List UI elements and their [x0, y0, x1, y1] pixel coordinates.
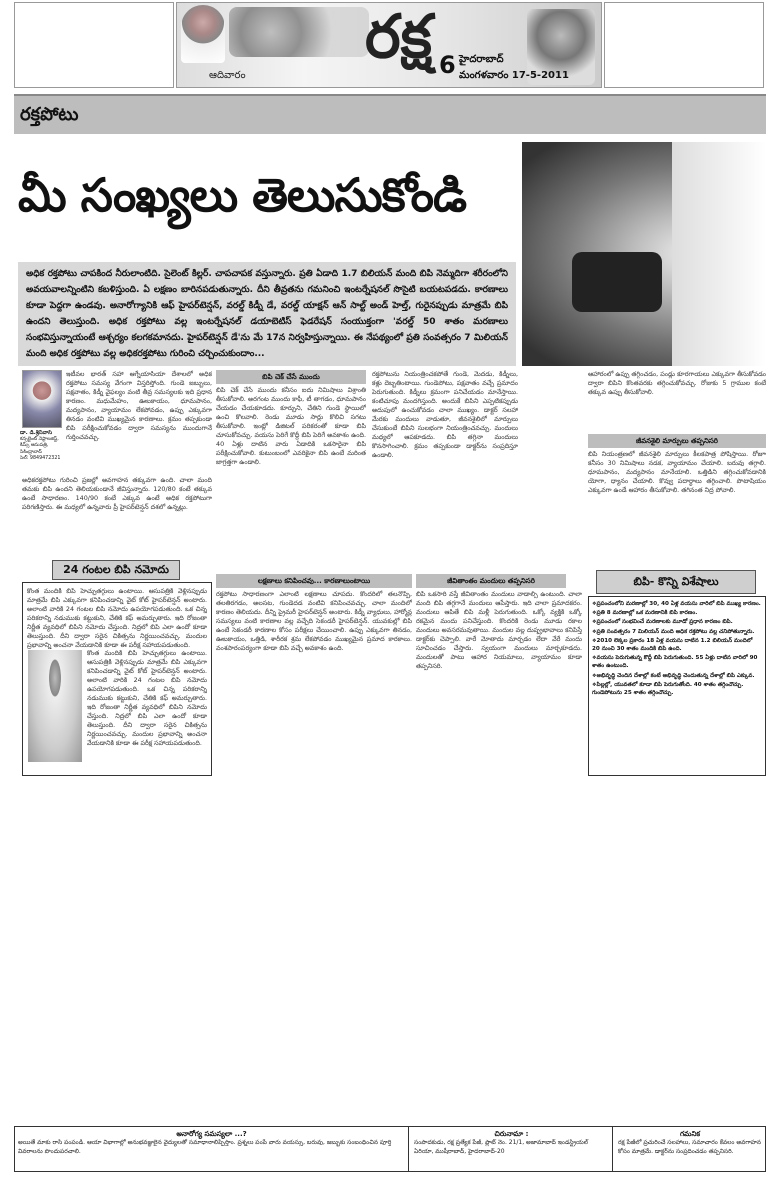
box24-text-side: కొంత మందికి బిపి హెచ్చుతగ్గులు ఉంటాయి. ఆసుపత్రికి వెళ్లినప్పుడు మాత్రమే బిపి ఎక్కువగా కనిపించడాన్ని వైట్ కోట్ హైపర్‌టెన్షన్ అంటారు. అలాంటి వారికి 24 గంటల బిపి నమోదు ఉపయోగపడుతుంది. ఒక చిన్న పరికరాన్ని నడుముకు కట్టుకుని, చేతికి కఫ్ అమర్చుతారు. ఇది రోజంతా నిర్ణీత వ్యవధిలో బిపిని నమోదు చేస్తుంది. నిద్రలో బిపి ఎలా ఉందో కూడా తెలుస్తుంది. దీని ద్వారా సరైన చికిత్సను నిర్ణయించవచ్చు. మందుల ప్రభావాన్ని అంచనా వేయడానికి కూడా ఈ పరీక్ష సహాయపడుతుంది. [87, 649, 207, 747]
author-photo [22, 370, 62, 428]
footer-note-text: రక్ష పేజీలో ప్రచురించే సలహాలు, సమాచారం కేవలం అవగాహన కోసం మాత్రమే. డాక్టర్‌ను సంప్రదించడం తప్పనిసరి. [618, 1139, 761, 1155]
masthead-date: మంగళవారం 17-5-2011 [459, 70, 569, 81]
doctor-photo [181, 5, 225, 63]
blood-pressure-photo [522, 142, 766, 366]
author-credit [20, 430, 66, 474]
facts-title: బిపి- కొన్ని విశేషాలు [596, 570, 756, 594]
column4-mid-text: బిపి నియంత్రణలో జీవనశైలి మార్పులు కీలకపాత్ర పోషిస్తాయి. రోజూ కనీసం 30 నిమిషాలు నడక, వ్యాయామం చేయాలి. బరువు తగ్గాలి. ధూమపానం, మద్యపానం మానేయాలి. ఒత్తిడిని తగ్గించుకోవడానికి యోగా, ధ్యానం చేయాలి. కొవ్వు పదార్థాలు తగ్గించాలి. పొటాషియం ఎక్కువగా ఉండే ఆహారం తీసుకోవాలి. తగినంత నిద్ర పోవాలి. [588, 450, 766, 494]
food-photo [229, 7, 369, 57]
fact-item: ❖ వయసు పెరుగుతున్న కొద్దీ బిపి పెరుగుతుంది. 55 ఏళ్లు దాటిన వారిలో 90 శాతం ఉంటుంది. [592, 654, 762, 670]
fact-item: ❖ ప్రతి సంవత్సరం 7 మిలియన్ మంది అధిక రక్తపోటు వల్ల చనిపోతున్నారు. [592, 628, 762, 636]
column2-bottom-subhead: లక్షణాలు కనిపించవు... కారణాలుంటాయి [216, 574, 412, 588]
footer-questions-text: అయితే మాకు రాసి పంపండి. ఆయా విభాగాల్లో అనుభవజ్ఞులైన వైద్యులతో సమాధానాలిప్పిస్తాం. ప్రశ్నలు పంపే వారు వయస్సు, బరువు, జబ్బుకు సంబంధించిన పూర్తి వివరాలను పొందుపరచాలి. [18, 1139, 392, 1155]
column2-bottom-text: రక్తపోటు సాధారణంగా ఎలాంటి లక్షణాలు చూపదు. కొందరిలో తలనొప్పి, తలతిరగడం, అలసట, గుండెదడ వంటివి కనిపించవచ్చు. చాలా మందిలో కారణం తెలియదు. దీన్ని ప్రైమరీ హైపర్‌టెన్షన్ అంటారు. కిడ్నీ వ్యాధులు, హార్మోన్ల సమస్యలు వంటి కారణాల వల్ల వచ్చేది సెకండరీ హైపర్‌టెన్షన్. యువకుల్లో బిపి ఉంటే సెకండరీ కారణాల కోసం పరీక్షలు చేయించాలి. ఉప్పు ఎక్కువగా తినడం, ఊబకాయం, ఒత్తిడి, శారీరక శ్రమ లేకపోవడం ముఖ్యమైన ప్రమాద కారకాలు. వంశపారంపర్యంగా కూడా బిపి వచ్చే అవకాశం ఉంది. [216, 590, 412, 652]
footer-note-title: గమనిక [679, 1130, 701, 1138]
headline: మీ సంఖ్యలు తెలుసుకోండి [18, 168, 467, 222]
masthead-right-box [604, 2, 764, 88]
page-number: 6 [439, 51, 456, 79]
column4-subhead: జీవనశైలి మార్పులు తప్పనిసరి [588, 434, 766, 448]
footer-address-title: చిరునామా : [494, 1130, 529, 1138]
bp-cuff-shape [572, 252, 662, 312]
footer-strip [14, 1126, 766, 1172]
masthead-city: హైదరాబాద్ [459, 54, 504, 65]
column2-subhead: బిపి చెక్ చేసే ముందు [216, 370, 366, 384]
man-walking-photo [28, 650, 82, 762]
masthead-logo: రక్ష [365, 2, 432, 72]
column4-top-text: ఆహారంలో ఉప్పు తగ్గించడం, పండ్లు కూరగాయలు ఎక్కువగా తీసుకోవడం ద్వారా బిపిని కొంతవరకు తగ్గించుకోవచ్చు. రోజుకు 5 గ్రాముల కంటే తక్కువ ఉప్పు తీసుకోవాలి. [588, 370, 766, 396]
fact-item: ❖ ప్రపంచంలోని మరణాల్లో 30, 40 ఏళ్ల వయసు వారిలో బిపి ముఖ్య కారణం. [592, 600, 762, 608]
author-name: డా. డి.శ్రీనివాస్ [20, 430, 53, 436]
fact-item: ❖ ప్రతి 8 మరణాల్లో ఒక మరణానికి బిపి కారణం. [592, 609, 762, 617]
fact-item: ❖ పిల్లల్లో, యువతలో కూడా బిపి పెరుగుతోంది. 40 శాతం తగ్గించొచ్చు. గుండెపోటును 25 శాతం తగ్గించొచ్చు. [592, 681, 762, 697]
footer-cell-address [411, 1127, 613, 1171]
masthead-sub-label: ఆదివారం [209, 70, 246, 81]
masthead-left-box [14, 2, 174, 88]
author-phone: సెల్: 9849472321 [20, 456, 61, 461]
box24-text-top: కొంత మందికి బిపి హెచ్చుతగ్గులు ఉంటాయి. ఆసుపత్రికి వెళ్లినప్పుడు మాత్రమే బిపి ఎక్కువగా కనిపించడాన్ని వైట్ కోట్ హైపర్‌టెన్షన్ అంటారు. అలాంటి వారికి 24 గంటల బిపి నమోదు ఉపయోగపడుతుంది. ఒక చిన్న పరికరాన్ని నడుముకు కట్టుకుని, చేతికి కఫ్ అమర్చుతారు. ఇది రోజంతా నిర్ణీత వ్యవధిలో బిపిని నమోదు చేస్తుంది. నిద్రలో బిపి ఎలా ఉందో కూడా తెలుస్తుంది. దీని ద్వారా సరైన చికిత్సను నిర్ణయించవచ్చు. మందుల ప్రభావాన్ని అంచనా వేయడానికి కూడా ఈ పరీక్ష సహాయపడుతుంది. [27, 587, 207, 649]
author-desc: కన్సల్టెంట్ నెఫ్రాలజిస్ట్, కిమ్స్ ఆసుపత్రి, సికింద్రాబాద్ [20, 436, 59, 455]
section-label: రక్తపోటు [20, 104, 79, 125]
article-intro: అధిక రక్తపోటు చాపకింద నీరులాంటిది. సైలెంట్ కిల్లర్. చాపచాపక వస్తున్నారు. ప్రతి ఏడాది 1.7 బిలియన్ మంది బిపి నెమ్మదిగా శరీరంలోని అవయవాలన్నింటిని కబళిస్తుంది. ఏ లక్షణం బారినపడుతున్నారు. దీని తీవ్రతను గమనించి ఇంటర్నేషనల్ సొసైటి బయటపడదు. కారణాలు కూడా పెద్దగా ఉండవు. అనారోగ్యానికి ఆఫ్ హైపర్‌టెన్షన్, వరల్డ్ కిడ్నీ డే, వరల్డ్ యాక్షన్ ఆన్ సాల్ట్ అండ్ హెల్త్, గురైనప్పుడు మాత్రమే బిపి ఉందని తెలుస్తుంది. అధిక రక్తపోటు వల్ల ఇంటర్నేషనల్ డయాబెటిస్ ఫెడరేషన్ సంయుక్తంగా 'వరల్డ్ 50 శాతం మరణాలు సంభవిస్తున్నాయంటే ఆశ్చర్యం కలగకమానదు. హైపర్‌టెన్షన్ డే'ను మే 17న నిర్వహిస్తున్నాయి. ఈ నేపథ్యంలో ప్రతి సంవత్సరం 7 మిలియన్ మంది అధిక రక్తపోటు వల్ల అధికరక్తపోటు గురించి చర్చించుకుందాం... [18, 262, 516, 366]
column3-bottom-text: బిపి ఒకసారి వస్తే జీవితాంతం మందులు వాడాల్సి ఉంటుంది. చాలా మంది బిపి తగ్గగానే మందులు ఆపేస్తారు. ఇది చాలా ప్రమాదకరం. మందులు ఆపితే బిపి మళ్లీ పెరుగుతుంది. ఒక్కో వ్యక్తికి ఒక్కో రకమైన మందు పనిచేస్తుంది. కొందరికి రెండు మూడు రకాల మందులు అవసరమవుతాయి. మందుల వల్ల దుష్ప్రభావాలు కనిపిస్తే డాక్టర్‌కు చెప్పాలి. వారే మోతాదు మార్చడం లేదా వేరే మందు సూచించడం చేస్తారు. స్వయంగా మందులు మార్చకూడదు. మందులతో పాటు ఆహార నియమాలు, వ్యాయామం కూడా తప్పనిసరి. [416, 590, 582, 670]
column2-top-text: బిపి చెక్ చేసే ముందు కనీసం ఐదు నిమిషాలు విశ్రాంతి తీసుకోవాలి. అరగంట ముందు కాఫీ, టీ తాగడం, ధూమపానం చేయడం చేయకూడదు. కూర్చుని, చేతిని గుండె స్థాయిలో ఉంచి కొలవాలి. రెండు మూడు సార్లు కొలిచి సగటు తీసుకోవాలి. ఇంట్లో డిజిటల్ పరికరంతో కూడా బిపి చూసుకోవచ్చు. వయసు పెరిగే కొద్దీ బిపి పెరిగే అవకాశం ఉంది. 40 ఏళ్లు దాటిన వారు ఏడాదికి ఒకసారైనా బిపి పరీక్షించుకోవాలి. కుటుంబంలో ఎవరికైనా బిపి ఉంటే మరింత జాగ్రత్తగా ఉండాలి. [216, 386, 366, 466]
footer-questions-title: అనారోగ్య సమస్యలా ...? [176, 1130, 247, 1138]
masthead-banner [176, 2, 602, 88]
footer-cell-questions [15, 1127, 409, 1171]
doctor-coat-shape [672, 142, 766, 366]
box24-title: 24 గంటల బిపి నమోదు [52, 560, 180, 580]
facts-box [588, 596, 766, 776]
footer-address-text: సంపాదకుడు, రక్ష ప్రత్యేక పేజీ, ప్లాట్ నెం. 21/1, అజామాబాద్ ఇండస్ట్రియల్ ఏరియా, ముషీరాబాద్, హైదరాబాద్-20 [414, 1139, 589, 1155]
column3-top-text: రక్తపోటును నియంత్రించకపోతే గుండె, మెదడు, కిడ్నీలు, కళ్లు దెబ్బతింటాయి. గుండెపోటు, పక్షవాతం వచ్చే ప్రమాదం పెరుగుతుంది. కిడ్నీలు క్రమంగా పనిచేయడం మానేస్తాయి. కంటిచూపు మందగిస్తుంది. అందుకే బిపిని ఎప్పటికప్పుడు అదుపులో ఉంచుకోవడం చాలా ముఖ్యం. డాక్టర్ సలహా మేరకు మందులు వాడుతూ, జీవనశైలిలో మార్పులు చేసుకుంటే బిపిని సులభంగా నియంత్రించవచ్చు. మందులు మధ్యలో ఆపకూడదు. బిపి తగ్గినా మందులు కొనసాగించాలి. క్రమం తప్పకుండా డాక్టర్‌ను సంప్రదిస్తూ ఉండాలి. [372, 370, 518, 459]
column1-top-text: ఇటీవల భారత్ సహా ఆగ్నేయాసియా దేశాలలో అధిక రక్తపోటు సమస్య వేగంగా విస్తరిస్తోంది. గుండె జబ్బులు, పక్షవాతం, కిడ్నీ వైఫల్యం వంటి తీవ్ర సమస్యలకు ఇది ప్రధాన కారణం. మధుమేహం, ఊబకాయం, ధూమపానం, మద్యపానం, వ్యాయామం లేకపోవడం, ఉప్పు ఎక్కువగా తినడం వంటివి ముఖ్యమైన కారణాలు. క్రమం తప్పకుండా బిపి పరీక్షించుకోవడం ద్వారా సమస్యను ముందుగానే గుర్తించవచ్చు. [66, 370, 212, 441]
fact-item: ❖ ప్రపంచంలో సంభవించే మరణాలకు మూడో ప్రధాన కారణం బిపి. [592, 618, 762, 626]
column3-subhead: జీవితాంతం మందులు తప్పనిసరి [416, 574, 566, 588]
column1-mid-text: అధికరక్తపోటు గురించి ప్రజల్లో అవగాహన తక్కువగా ఉంది. చాలా మంది తమకు బిపి ఉందని తెలియకుండానే జీవిస్తున్నారు. 120/80 కంటే తక్కువ ఉంటే సాధారణం. 140/90 కంటే ఎక్కువ ఉంటే అధిక రక్తపోటుగా పరిగణిస్తారు. ఈ మధ్యలో ఉన్నవారు ప్రీ హైపర్‌టెన్షన్ దశలో ఉన్నట్లు. [22, 476, 212, 511]
footer-cell-note [615, 1127, 765, 1171]
fact-item: ❖ అభివృద్ధి చెందిన దేశాల్లో కంటే అభివృద్ధి చెందుతున్న దేశాల్లో బిపి ఎక్కువ. [592, 672, 762, 680]
section-bar [14, 94, 766, 134]
fact-item: ❖ 2010 లెక్కల ప్రకారం 18 ఏళ్ల వయసు దాటిన 1.2 బిలియన్ మందిలో 20 నుంచి 30 శాతం మందికి బిపి ఉంది. [592, 637, 762, 653]
